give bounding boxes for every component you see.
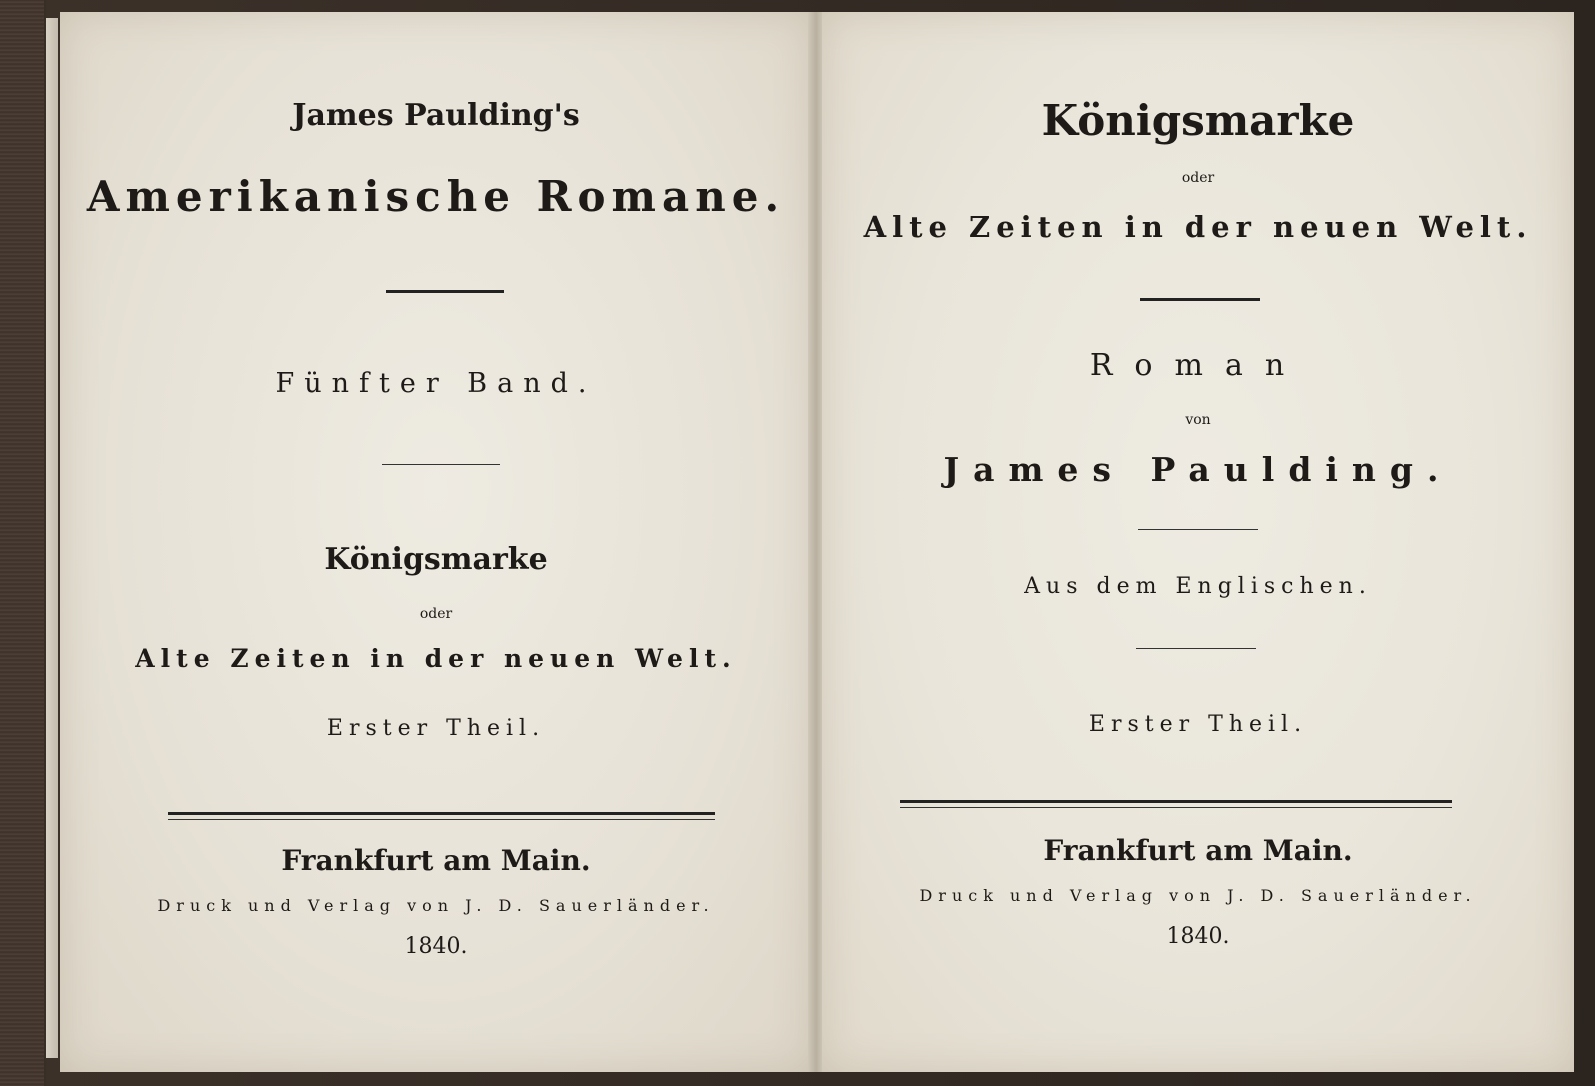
- left-volume: Fünfter Band.: [275, 368, 597, 399]
- left-place: Frankfurt am Main.: [281, 844, 591, 877]
- right-page: [822, 12, 1574, 1072]
- left-subtitle: Alte Zeiten in der neuen Welt.: [135, 644, 737, 673]
- right-rule-3: [1136, 648, 1256, 649]
- right-imprint-rule: [900, 800, 1452, 803]
- page-edge: [46, 18, 58, 1058]
- left-author-series: James Paulding's: [292, 98, 580, 133]
- right-rule-2: [1138, 529, 1258, 530]
- left-publisher: Druck und Verlag von J. D. Sauerländer.: [157, 896, 715, 915]
- right-subtitle: Alte Zeiten in der neuen Welt.: [863, 210, 1533, 244]
- right-work-title: Königsmarke: [1041, 96, 1355, 145]
- right-genre: Roman: [1089, 348, 1307, 383]
- left-imprint-rule: [168, 812, 715, 815]
- book-binding: [0, 0, 44, 1086]
- right-year: 1840.: [1166, 924, 1230, 949]
- right-part: Erster Theil.: [1088, 712, 1308, 737]
- left-part: Erster Theil.: [326, 716, 546, 741]
- left-year: 1840.: [404, 934, 468, 959]
- right-publisher: Druck und Verlag von J. D. Sauerländer.: [919, 886, 1477, 905]
- left-page: [60, 12, 812, 1072]
- left-rule-1: [386, 290, 504, 293]
- left-series-title: Amerikanische Romane.: [86, 172, 786, 221]
- right-author: James Paulding.: [943, 450, 1453, 489]
- left-rule-2: [382, 464, 500, 465]
- right-translation: Aus dem Englischen.: [1024, 574, 1372, 599]
- right-or: oder: [1181, 170, 1215, 186]
- right-by: von: [1185, 412, 1211, 428]
- right-rule-1: [1140, 298, 1260, 301]
- left-or: oder: [419, 606, 453, 622]
- left-work-title: Königsmarke: [324, 542, 548, 577]
- right-place: Frankfurt am Main.: [1043, 834, 1353, 867]
